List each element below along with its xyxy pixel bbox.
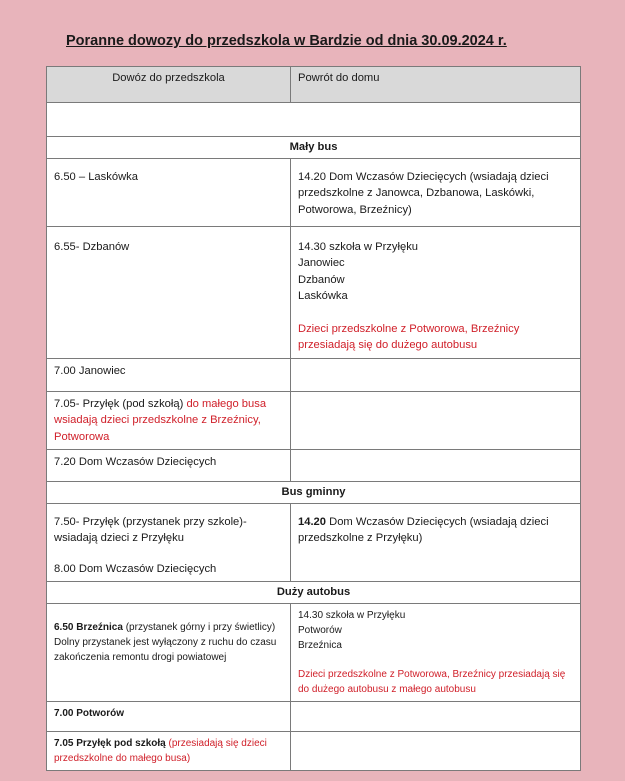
cell-dowoz [47, 391, 291, 450]
cell-line: Janowiec [298, 257, 345, 269]
cell-powrot [291, 503, 581, 582]
header-dowoz: Dowóz do przedszkola [47, 67, 291, 103]
transfer-note: Dzieci przedszkolne z Potworowa, Brzeźnicy przesiadają się do dużego autobusu z małego autobusu [298, 668, 566, 695]
cell-powrot [291, 701, 581, 731]
transfer-note: do małego busa wsiadają dzieci przedszkolne z Brzeźnicy, Potworowa [54, 397, 267, 443]
cell-powrot [291, 226, 581, 358]
section-bus-gminny: Bus gminny [47, 482, 581, 504]
section-row-bus-gminny [47, 482, 581, 504]
cell-line [54, 622, 275, 633]
cell-text: Dom Wczasów Dziecięcych (wsiadają dzieci przedszkolne z Przyłęku) [298, 515, 549, 544]
cell-powrot [291, 391, 581, 450]
cell-line: Potworów [298, 624, 342, 636]
table-row [47, 391, 581, 450]
cell-dowoz: 7.20 Dom Wczasów Dziecięcych [47, 450, 291, 482]
cell-dowoz [47, 731, 291, 770]
cell-line: 14.30 szkoła w Przyłęku [298, 240, 419, 253]
empty-row [47, 103, 581, 137]
table-row [47, 603, 581, 701]
cell-powrot [291, 731, 581, 770]
table-row [47, 450, 581, 482]
section-duzy-autobus: Duży autobus [47, 582, 581, 604]
cell-time: 14.20 [298, 515, 326, 528]
section-maly-bus: Mały bus [47, 137, 581, 159]
cell-dowoz [47, 603, 291, 701]
cell-text: (przystanek górny i przy świetlicy) [122, 621, 276, 633]
cell-line: Brzeźnica [298, 639, 342, 651]
cell-text: 7.05- Przyłęk (pod szkołą) [54, 397, 187, 410]
stop-name: 6.50 Brzeźnica [54, 621, 123, 633]
header-row [47, 67, 581, 103]
cell-line: 7.50- Przyłęk (przystanek przy szkole)- wsiadają dzieci z Przyłęku [54, 515, 247, 544]
cell-line: 14.30 szkoła w Przyłęku [298, 609, 406, 621]
section-row-maly-bus [47, 137, 581, 159]
table-row [47, 226, 581, 358]
section-row-duzy-autobus [47, 582, 581, 604]
transfer-note: Dzieci przedszkolne z Potworowa, Brzeźnicy przesiadają się do dużego autobusu [298, 322, 520, 351]
cell-dowoz: 6.55- Dzbanów [47, 226, 291, 358]
spacer [54, 547, 283, 561]
spacer [298, 653, 573, 667]
stop-name: 7.05 Przyłęk pod szkołą [54, 737, 166, 749]
cell-powrot [291, 603, 581, 701]
cell-line: Dzbanów [298, 273, 345, 286]
empty-cell [47, 103, 581, 137]
cell-line: 8.00 Dom Wczasów Dziecięcych [54, 562, 217, 575]
cell-dowoz: 7.00 Potworów [47, 701, 291, 731]
cell-powrot [291, 450, 581, 482]
transfer-note: (przesiadają się dzieci przedszkolne do małego busa) [54, 737, 267, 764]
cell-dowoz: 7.00 Janowiec [47, 358, 291, 391]
table-row [47, 503, 581, 582]
cell-line: Laskówka [298, 290, 348, 302]
cell-powrot: 14.20 Dom Wczasów Dziecięcych (wsiadają dzieci przedszkolne z Janowca, Dzbanowa, Laskówki, Potworowa, Brzeźnicy) [291, 158, 581, 226]
table-row [47, 701, 581, 731]
cell-line: Dolny przystanek jest wyłączony z ruchu do czasu zakończenia remontu drogi powiatowej [54, 636, 277, 663]
table-row [47, 731, 581, 770]
table-row [47, 358, 581, 391]
cell-powrot [291, 358, 581, 391]
schedule-table [46, 66, 581, 771]
header-powrot: Powrót do domu [291, 67, 581, 103]
cell-dowoz: 6.50 – Laskówka [47, 158, 291, 226]
page-title: Poranne dowozy do przedszkola w Bardzie od dnia 30.09.2024 r. [66, 33, 507, 49]
spacer [298, 305, 573, 321]
table-row [47, 158, 581, 226]
cell-dowoz [47, 503, 291, 582]
